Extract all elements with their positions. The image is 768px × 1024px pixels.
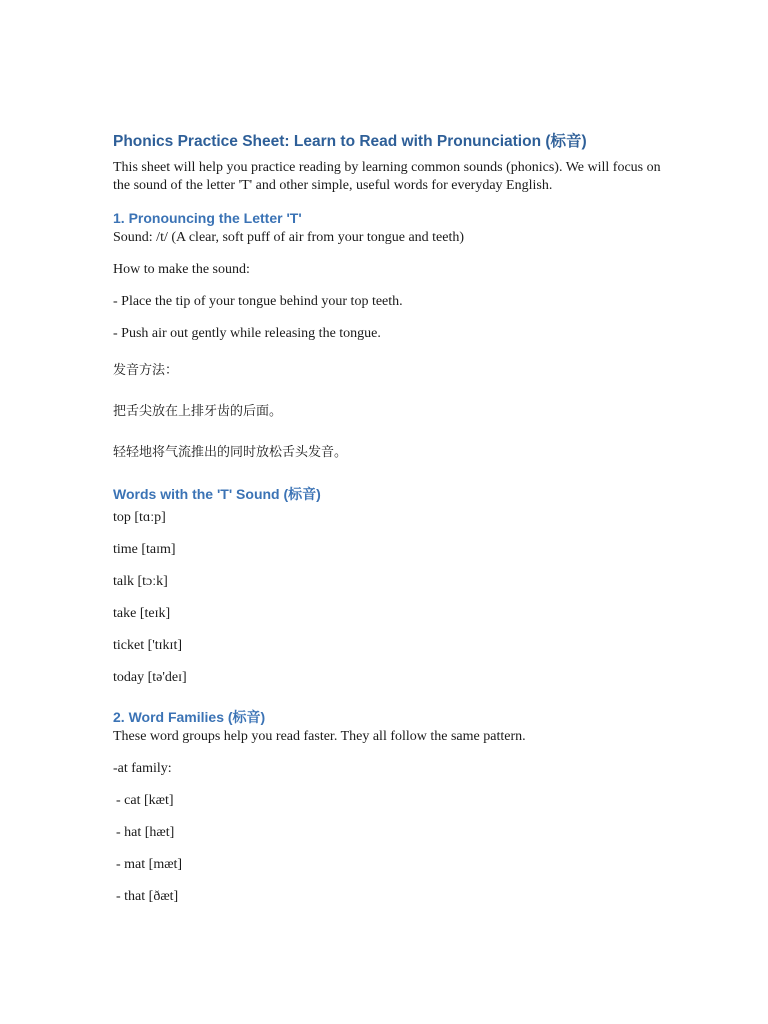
how-to-label: How to make the sound: <box>113 262 250 277</box>
word-item-talk: talk [tɔːk] <box>113 574 168 589</box>
intro-paragraph: This sheet will help you practice reading by learning common sounds (phonics). We will focus on the sound of the letter 'T' and other simple, useful words for everyday English. <box>113 160 661 193</box>
word-item-take: take [teɪk] <box>113 606 171 621</box>
chinese-step-1: 把舌尖放在上排牙齿的后面。 <box>113 404 283 419</box>
family-item-mat: - mat [mæt] <box>116 857 183 872</box>
instruction-step-2: - Push air out gently while releasing the tongue. <box>113 326 381 341</box>
section1-heading: 1. Pronouncing the Letter 'T' <box>113 210 302 226</box>
instruction-step-1: - Place the tip of your tongue behind your top teeth. <box>113 294 403 309</box>
document-title: Phonics Practice Sheet: Learn to Read with Pronunciation (标音) <box>113 133 587 150</box>
chinese-step-2: 轻轻地将气流推出的同时放松舌头发音。 <box>113 445 348 460</box>
document-page <box>113 128 673 920</box>
word-item-time: time [taɪm] <box>113 542 176 557</box>
chinese-method-heading: 发音方法： <box>113 363 179 378</box>
section2-heading: 2. Word Families (标音) <box>113 709 266 725</box>
family-item-hat: - hat [hæt] <box>116 825 175 840</box>
sound-description: Sound: /t/ (A clear, soft puff of air from your tongue and teeth) <box>113 230 465 245</box>
word-families-intro: These word groups help you read faster. They all follow the same pattern. <box>113 729 526 744</box>
family-item-cat: - cat [kæt] <box>116 793 174 808</box>
word-item-ticket: ticket ['tɪkɪt] <box>113 638 183 653</box>
word-item-today: today [tə'deɪ] <box>113 670 187 685</box>
family-item-that: - that [ðæt] <box>116 889 179 904</box>
word-item-top: top [tɑːp] <box>113 510 166 525</box>
family-label: -at family: <box>113 761 172 776</box>
words-section-heading: Words with the 'T' Sound (标音) <box>113 486 321 502</box>
